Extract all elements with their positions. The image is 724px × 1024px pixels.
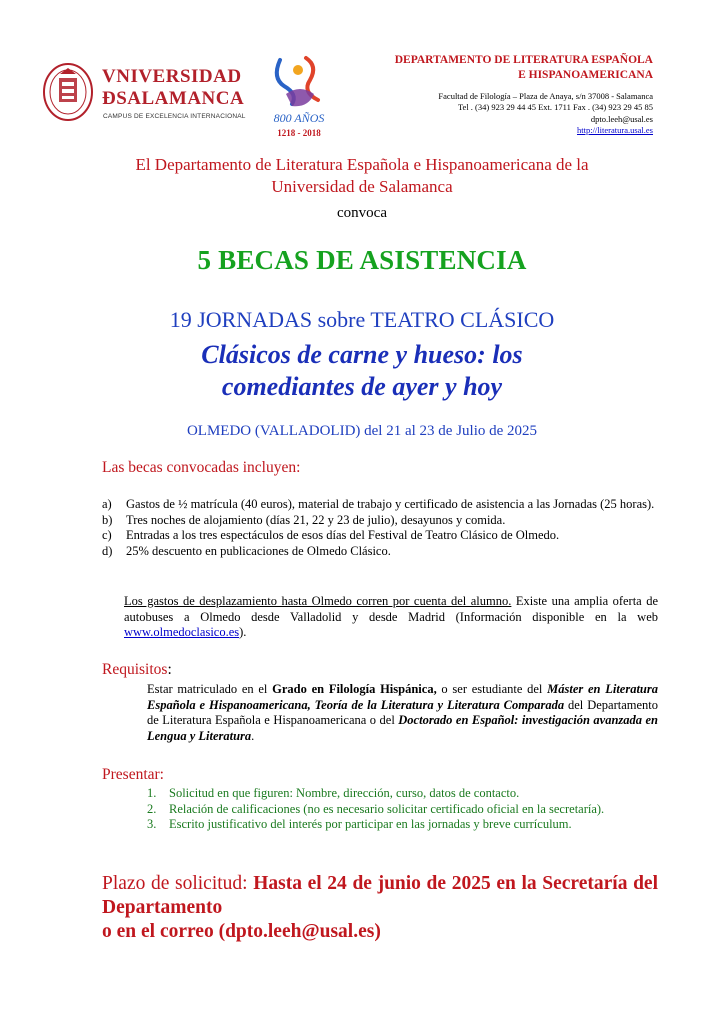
requisitos-colon: :: [167, 661, 172, 678]
becas-title: 5 BECAS DE ASISTENCIA: [197, 245, 527, 275]
anniversary-800-logo: [262, 50, 337, 142]
jornadas-heading: 19 JORNADAS sobre TEATRO CLÁSICO: [169, 307, 555, 332]
req-doctorado: Doctorado en Español: investigación avanzada en Lengua y Literatura: [147, 713, 658, 743]
event-subtitle-line2: comediantes de ayer y hoy: [221, 372, 503, 401]
deadline-email: o en el correo (dpto.leeh@usal.es): [102, 921, 381, 942]
list-item-text: Escrito justificativo del interés por participar en las jornadas y breve currículum.: [169, 817, 572, 832]
list-item: [102, 528, 662, 544]
req-text-1: Estar matriculado en el: [147, 682, 273, 696]
travel-note-end: ).: [239, 625, 247, 640]
list-item: [147, 817, 658, 833]
department-heading: [395, 53, 653, 83]
req-text-3: del Departamento de Literatura Española e Hispanoamericana o del: [147, 697, 658, 728]
anniversary-text: 800 AÑOS: [273, 111, 325, 125]
intro-line2: Universidad de Salamanca: [271, 177, 453, 196]
list-marker: d): [102, 543, 113, 558]
university-name-line1: VNIVERSIDAD: [102, 66, 242, 87]
email-line: dpto.leeh@usal.es: [590, 113, 653, 124]
presentar-heading: Presentar:: [102, 766, 164, 783]
address-line: Facultad de Filología – Plaza de Anaya, s/n 37008 - Salamanca: [438, 91, 653, 101]
req-text-4: .: [251, 728, 255, 743]
list-item-text: Entradas a los tres espectáculos de esos días del Festival de Teatro Clásico de Olmedo.: [126, 528, 560, 543]
intro-line1: El Departamento de Literatura Española e Hispanoamericana de la: [135, 155, 589, 174]
phone-fax-line: Tel . (34) 923 29 44 45 Ext. 1711 Fax . (34) 923 29 45 85: [457, 102, 653, 113]
req-grado: Grado en Filología Hispánica,: [272, 682, 437, 696]
list-marker: b): [102, 512, 113, 527]
list-item-text: Solicitud en que figuren: Nombre, dirección, curso, datos de contacto.: [169, 786, 520, 800]
list-marker: c): [102, 528, 112, 543]
list-item: [102, 497, 662, 513]
anniversary-years: 1218 - 2018: [277, 128, 321, 138]
deadline-notice: [102, 872, 658, 944]
department-heading-line1: DEPARTAMENTO DE LITERATURA ESPAÑOLA: [394, 54, 653, 66]
travel-note-text: Existe una amplia oferta de autobuses a Olmedo desde Valladolid y desde Madrid (Información disponible en la web: [124, 594, 659, 624]
event-subtitle: [0, 339, 724, 403]
olmedo-website-link[interactable]: www.olmedoclasico.es: [124, 625, 240, 640]
requisitos-heading: [102, 661, 172, 679]
intro-text: [0, 154, 724, 198]
list-item: [102, 513, 662, 529]
list-marker: a): [102, 497, 112, 511]
list-marker: 1.: [147, 786, 157, 800]
event-subtitle-line1: Clásicos de carne y hueso: los: [201, 340, 523, 369]
deadline-label: Plazo de solicitud:: [102, 873, 254, 894]
department-heading-line2: E HISPANOAMERICANA: [518, 69, 653, 81]
convoca-text: convoca: [337, 205, 387, 221]
list-item: [102, 544, 662, 560]
event-place-date: OLMEDO (VALLADOLID) del 21 al 23 de Julio de 2025: [186, 423, 538, 439]
req-master: Máster en Literatura Española e Hispanoamericana, Teoría de la Literatura y Literatura Comparada: [147, 682, 659, 712]
includes-heading: Las becas convocadas incluyen:: [102, 459, 301, 476]
deadline-date: Hasta el 24 de junio de 2025 en la Secretaría del Departamento: [102, 873, 658, 918]
travel-note-underlined: Los gastos de desplazamiento hasta Olmedo corren por cuenta del alumno.: [124, 594, 512, 608]
list-item-text: 25% descuento en publicaciones de Olmedo Clásico.: [126, 543, 391, 558]
requisitos-text: [147, 682, 658, 744]
list-item-text: Tres noches de alojamiento (días 21, 22 y 23 de julio), desayunos y comida.: [126, 512, 506, 527]
university-name-line2: ÐSALAMANCA: [102, 88, 245, 109]
includes-list: [102, 497, 662, 559]
list-item: [147, 786, 658, 802]
requisitos-heading-text: Requisitos: [102, 661, 168, 678]
travel-note: [124, 594, 658, 641]
list-item: [147, 802, 658, 818]
list-marker: 2.: [147, 801, 157, 816]
website-link[interactable]: http://literatura.usal.es: [576, 124, 653, 135]
list-item-text: Gastos de ½ matrícula (40 euros), material de trabajo y certificado de asistencia a las Jornadas (25 horas).: [126, 497, 655, 511]
list-item-text: Relación de calificaciones (no es necesario solicitar certificado oficial en la secretaría).: [169, 801, 605, 816]
req-text-2: o ser estudiante del: [436, 682, 548, 696]
department-contact: [438, 91, 653, 136]
university-campus-tagline: CAMPUS DE EXCELENCIA INTERNACIONAL: [103, 113, 246, 120]
presentar-list: [147, 786, 658, 833]
list-marker: 3.: [147, 817, 157, 832]
